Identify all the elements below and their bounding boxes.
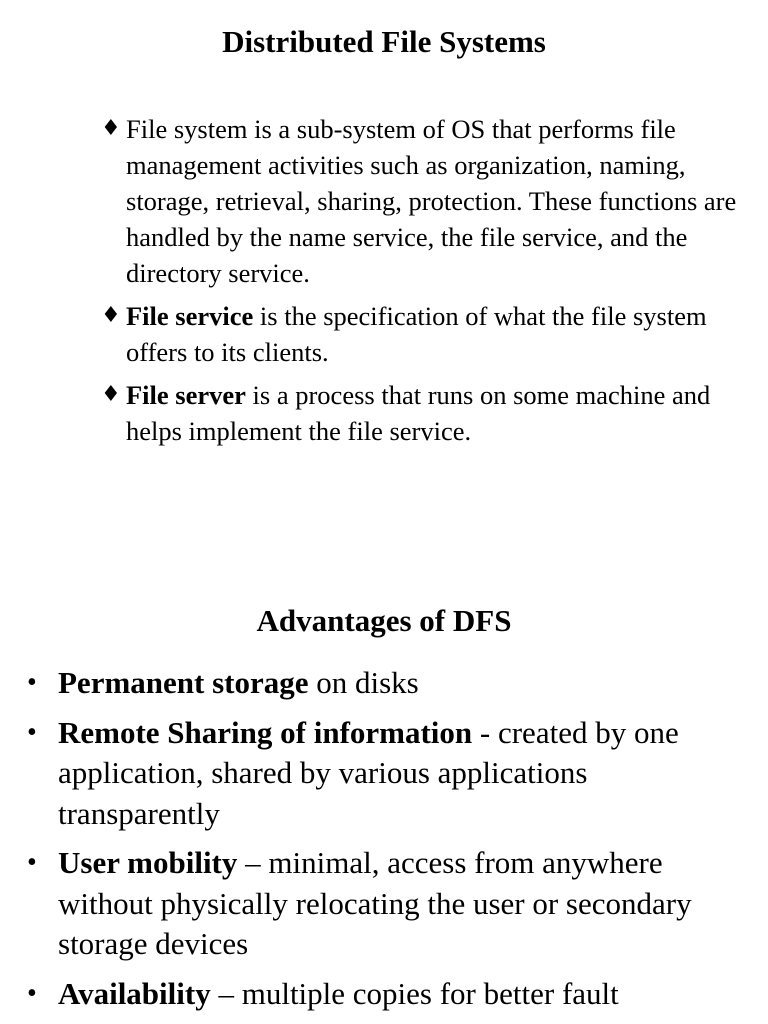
bullet-text: is the specification of what the file system offers to its clients. xyxy=(126,301,707,367)
section-title-distributed-file-systems: Distributed File Systems xyxy=(222,24,546,59)
diamond-bullet-icon: ♦ xyxy=(101,303,121,328)
section-title-advantages-of-dfs: Advantages of DFS xyxy=(256,603,512,638)
bullet-dot-icon: • xyxy=(27,977,37,1009)
bullet-text: – minimal, access from anywhere without physically relocating the user or secondary storage devices xyxy=(58,845,692,961)
list-item xyxy=(24,713,754,835)
list-item xyxy=(24,663,754,704)
file-system-bullet-list xyxy=(101,111,751,456)
advantages-bullet-list xyxy=(24,663,754,1023)
list-item xyxy=(101,298,751,370)
list-item xyxy=(101,377,751,449)
list-item xyxy=(24,974,754,1015)
bullet-text: on disks xyxy=(308,665,419,700)
bullet-dot-icon: • xyxy=(27,667,37,698)
bullet-term: File server xyxy=(126,380,246,410)
bullet-term: Remote Sharing of information xyxy=(58,714,473,750)
bullet-term: User mobility xyxy=(58,845,238,880)
diamond-bullet-icon: ♦ xyxy=(101,382,121,407)
bullet-text: File system is a sub-system of OS that performs file management activities such as organization, naming, storage, retrieval, sharing, protection. These functions are handled by the name service, the file service, and the directory service. xyxy=(126,114,737,288)
bullet-term: Permanent storage xyxy=(58,665,309,700)
bullet-dot-icon: • xyxy=(27,847,37,878)
bullet-text: is a process that runs on some machine and helps implement the file service. xyxy=(126,380,711,446)
list-item xyxy=(24,843,754,965)
bullet-term: File service xyxy=(126,301,254,331)
bullet-dot-icon: • xyxy=(27,716,37,748)
list-item xyxy=(101,111,751,291)
diamond-bullet-icon: ♦ xyxy=(101,116,121,141)
bullet-term: Availability xyxy=(58,975,211,1011)
bullet-text: – multiple copies for better fault xyxy=(210,975,619,1011)
bullet-text: - created by one application, shared by various applications transparently xyxy=(58,714,679,831)
